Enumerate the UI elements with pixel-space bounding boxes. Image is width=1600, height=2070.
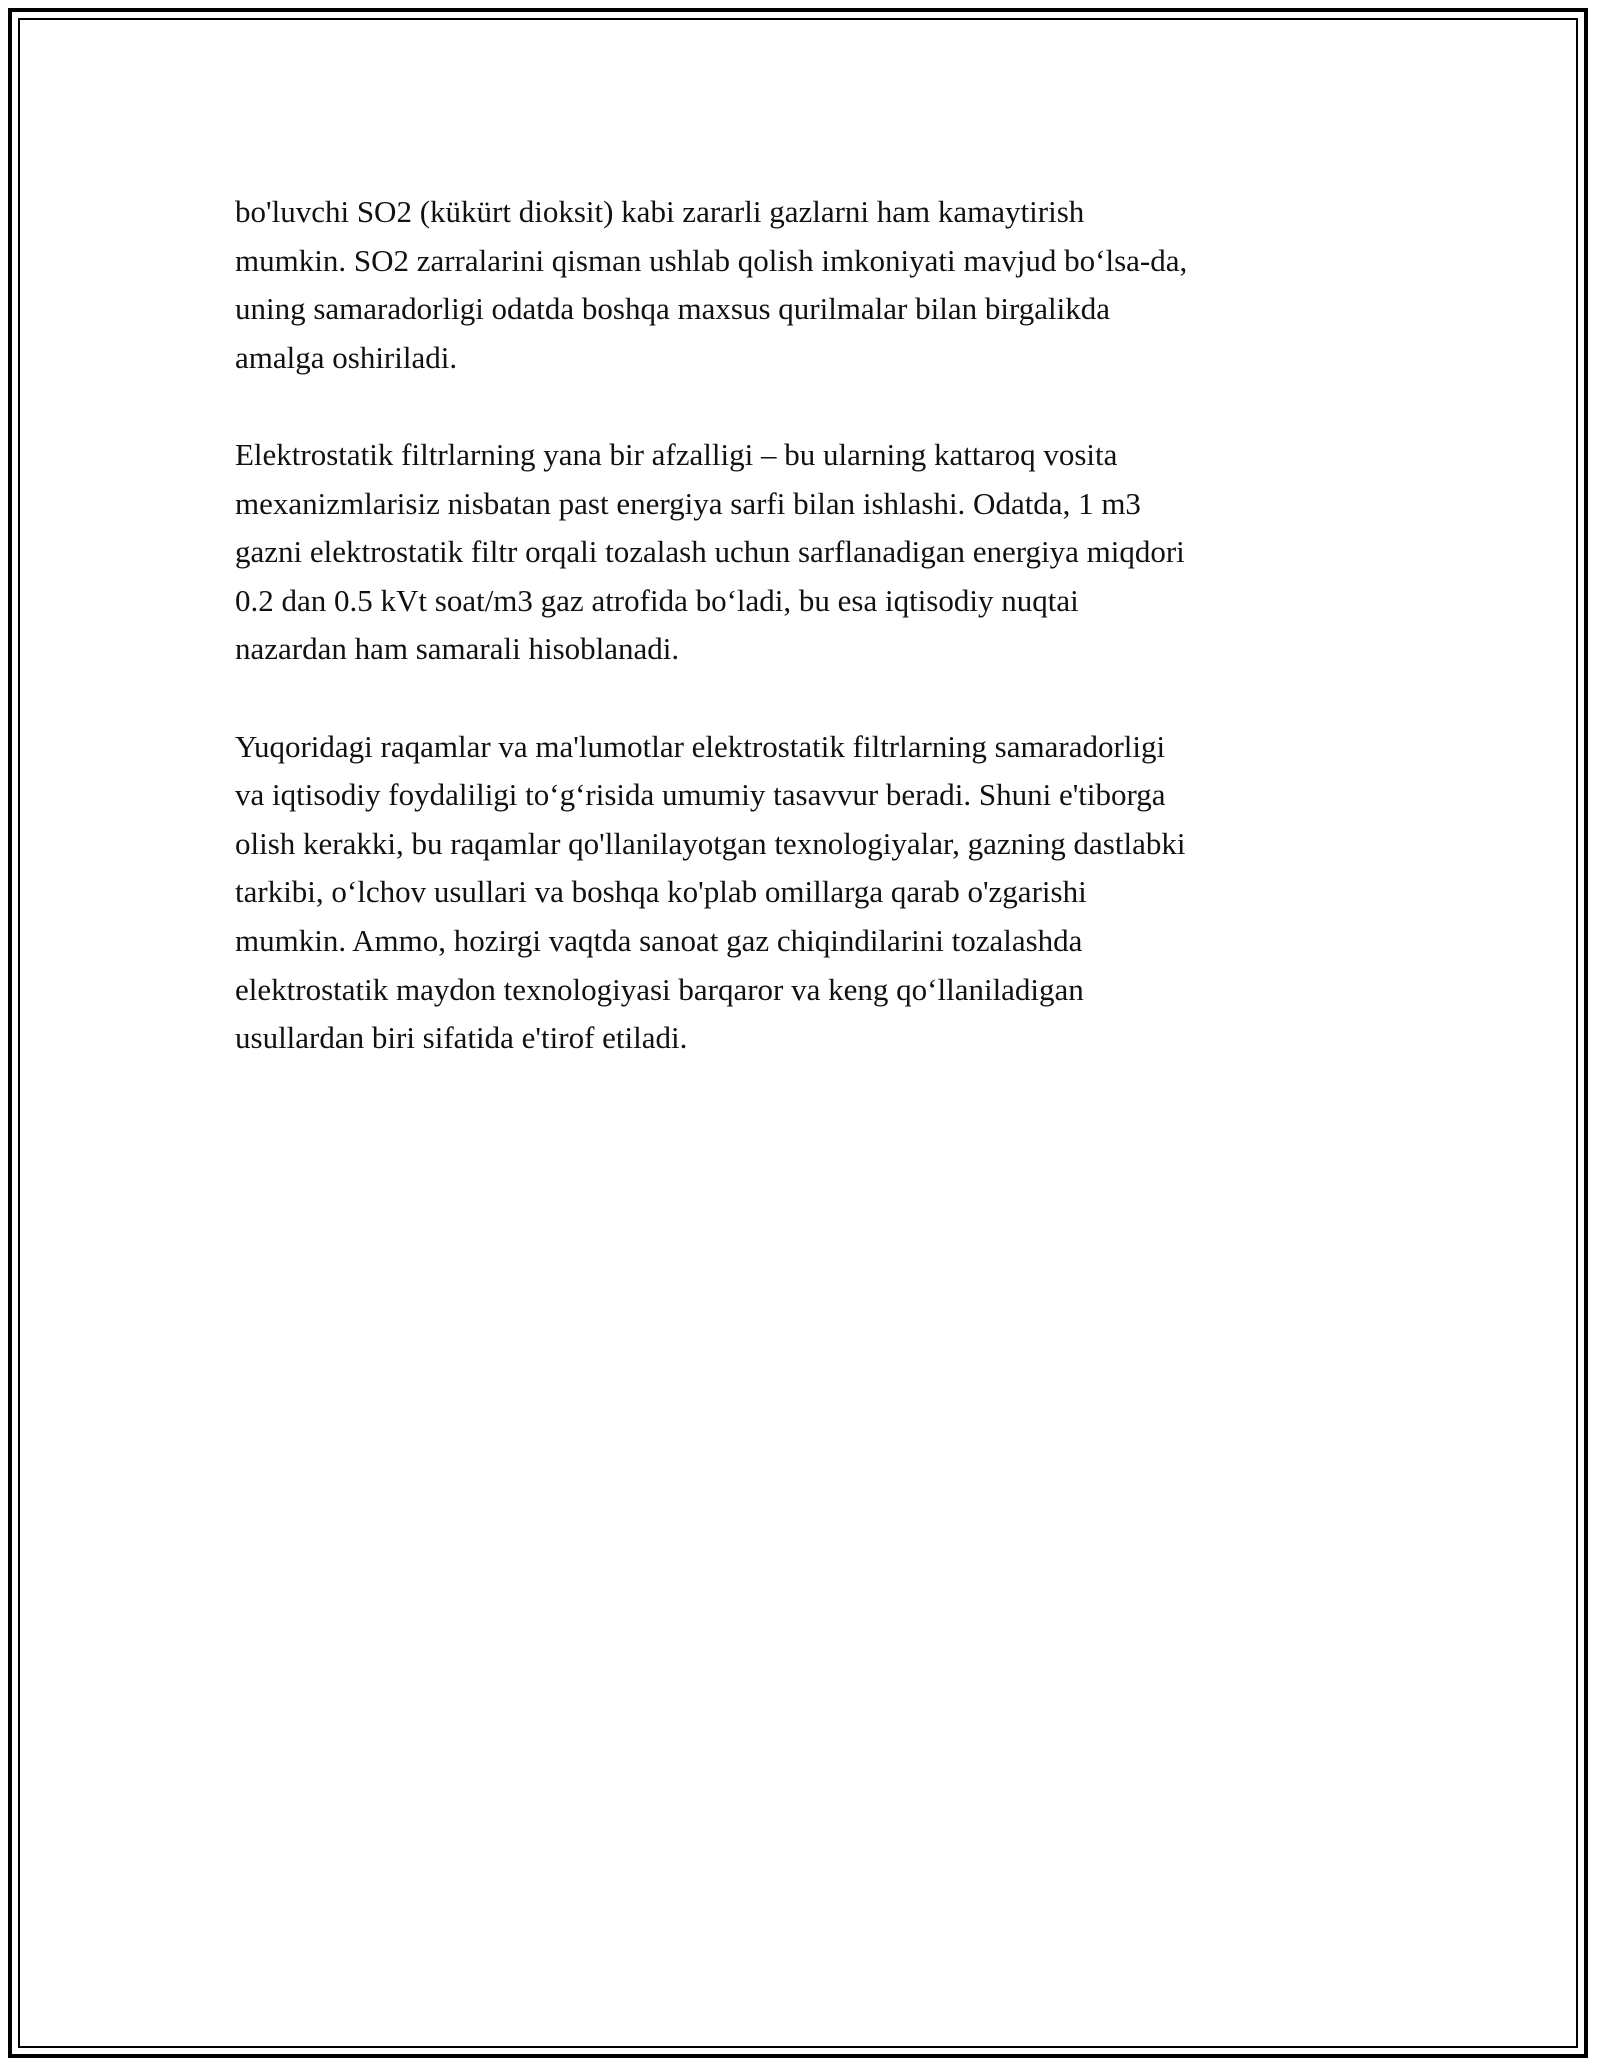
paragraph-line: mumkin. Ammo, hozirgi vaqtda sanoat gaz chiqindilarini tozalashda [235, 922, 1083, 958]
paragraph-3 [235, 723, 1380, 1063]
paragraph-line: gazni elektrostatik filtr orqali tozalash uchun sarflanadigan energiya miqdori [235, 534, 1185, 570]
paragraph-line: mumkin. SO2 zarralarini qisman ushlab qolish imkoniyati mavjud bo‘lsa-da, [235, 242, 1188, 278]
paragraph-1 [235, 188, 1380, 382]
paragraph-line: tarkibi, o‘lchov usullari va boshqa ko'plab omillarga qarab o'zgarishi [235, 874, 1087, 910]
paragraph-line: uning samaradorligi odatda boshqa maxsus qurilmalar bilan birgalikda [235, 291, 1110, 327]
paragraph-line: bo'luvchi SO2 (kükürt dioksit) kabi zararli gazlarni ham kamaytirish [235, 194, 1085, 229]
paragraph-2 [235, 431, 1380, 674]
paragraph-line: mexanizmlarisiz nisbatan past energiya sarfi bilan ishlashi. Odatda, 1 m3 [235, 485, 1141, 521]
paragraph-line: Elektrostatik filtrlarning yana bir afzalligi – bu ularning kattaroq vosita [235, 436, 1118, 472]
paragraph-line: olish kerakki, bu raqamlar qo'llanilayotgan texnologiyalar, gazning dastlabki [235, 825, 1186, 861]
paragraph-line: nazardan ham samarali hisoblanadi. [235, 631, 680, 667]
paragraph-line: 0.2 dan 0.5 kVt soat/m3 gaz atrofida bo‘ladi, bu esa iqtisodiy nuqtai [235, 582, 1079, 618]
paragraph-line: amalga oshiriladi. [235, 339, 458, 375]
paragraph-line: va iqtisodiy foydaliligi to‘g‘risida umumiy tasavvur beradi. Shuni e'tiborga [235, 777, 1166, 813]
paragraph-line: usullardan biri sifatida e'tirof etiladi. [235, 1020, 688, 1056]
paragraph-line: Yuqoridagi raqamlar va ma'lumotlar elektrostatik filtrlarning samaradorligi [235, 728, 1166, 764]
paragraph-line: elektrostatik maydon texnologiyasi barqaror va keng qo‘llaniladigan [235, 971, 1084, 1007]
document-body [235, 188, 1380, 1111]
